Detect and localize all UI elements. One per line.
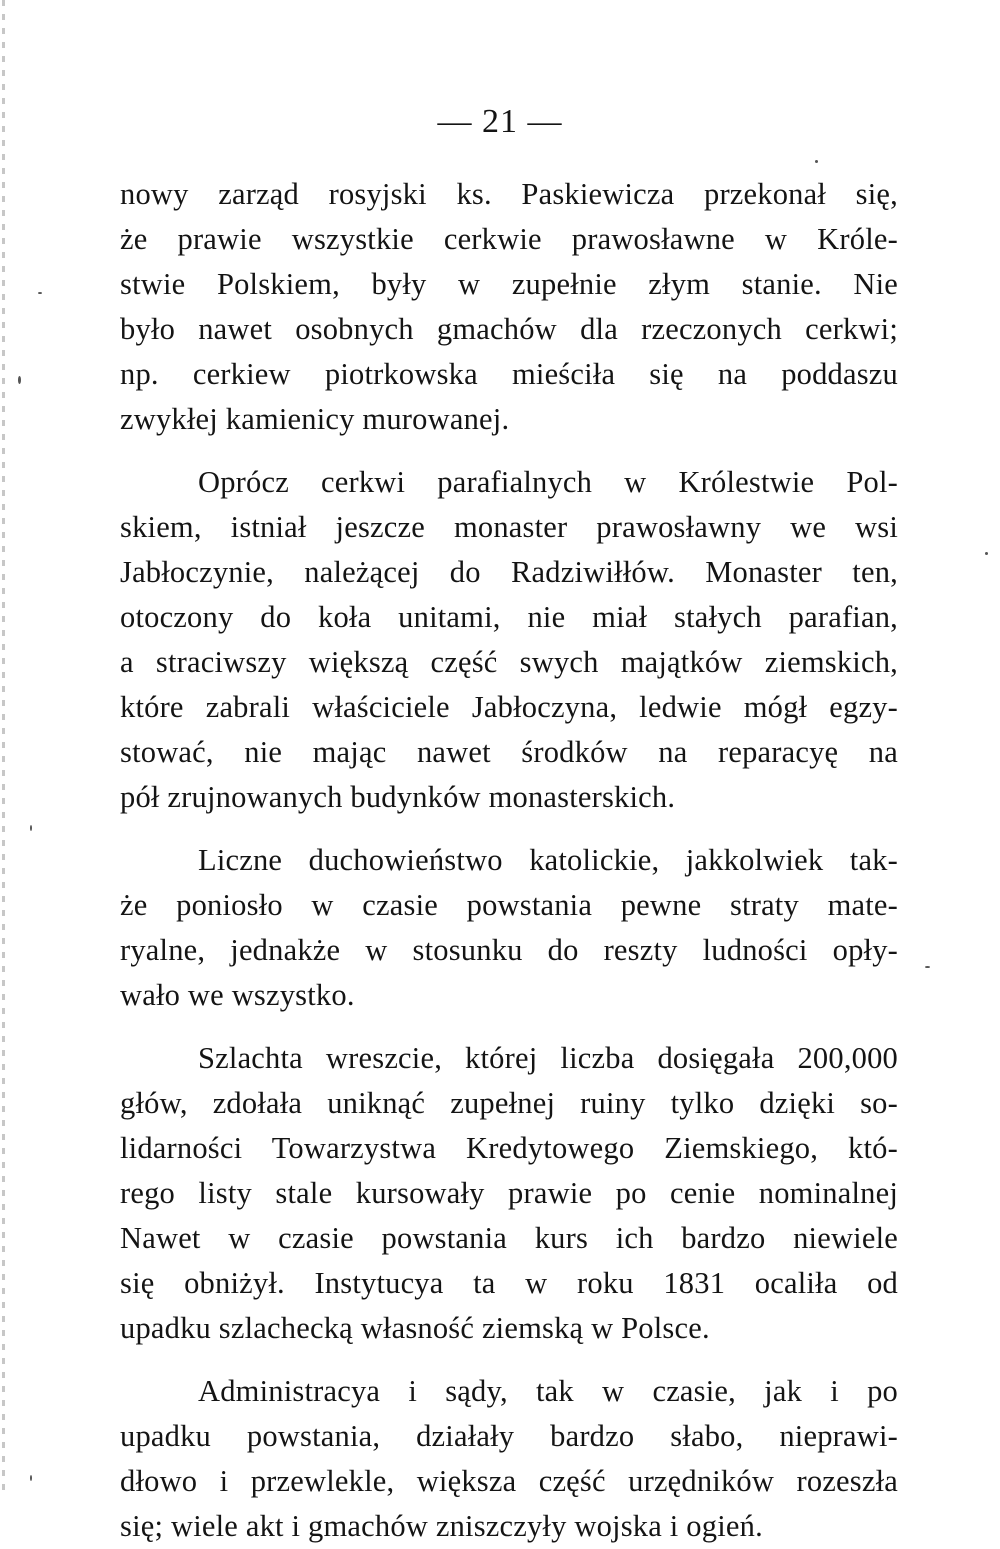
text-line: upadku powstania, działały bardzo słabo, nieprawi- bbox=[120, 1419, 898, 1453]
scan-speck bbox=[38, 292, 42, 294]
text-line: rego listy stale kursowały prawie po cenie nominalnej bbox=[120, 1176, 898, 1210]
paragraph-4 bbox=[120, 1036, 898, 1351]
paragraph-3 bbox=[120, 838, 898, 1018]
scan-speck bbox=[30, 1475, 32, 1481]
text-line: że poniosło w czasie powstania pewne straty mate- bbox=[120, 888, 898, 922]
scan-speck bbox=[815, 160, 818, 163]
scan-speck bbox=[925, 966, 930, 968]
text-line: Oprócz cerkwi parafialnych w Królestwie Pol- bbox=[198, 465, 898, 499]
text-line: głów, zdołała uniknąć zupełnej ruiny tylko dzięki so- bbox=[120, 1086, 898, 1120]
text-line: zwykłej kamienicy murowanej. bbox=[120, 402, 510, 436]
text-line: się obniżył. Instytucya ta w roku 1831 ocaliła od bbox=[120, 1266, 898, 1300]
text-line: że prawie wszystkie cerkwie prawosławne w Króle- bbox=[120, 222, 898, 256]
paragraph-1 bbox=[120, 172, 898, 442]
page-number: — 21 — bbox=[437, 103, 563, 140]
paragraph-5 bbox=[120, 1369, 898, 1549]
text-line: Jabłoczynie, należącej do Radziwiłłów. Monaster ten, bbox=[120, 555, 898, 589]
text-line: skiem, istniał jeszcze monaster prawosławny we wsi bbox=[120, 510, 898, 544]
text-line: lidarności Towarzystwa Kredytowego Ziemskiego, któ- bbox=[120, 1131, 898, 1165]
text-line: stować, nie mając nawet środków na reparacyę na bbox=[120, 735, 898, 769]
text-line: otoczony do koła unitami, nie miał stałych parafian, bbox=[120, 600, 898, 634]
text-line: Nawet w czasie powstania kurs ich bardzo niewiele bbox=[120, 1221, 898, 1255]
text-line: dłowo i przewlekle, większa część urzędników rozeszła bbox=[120, 1464, 898, 1498]
text-line: np. cerkiew piotrkowska mieściła się na poddaszu bbox=[120, 357, 898, 391]
text-line: było nawet osobnych gmachów dla rzeczonych cerkwi; bbox=[120, 312, 898, 346]
body-text bbox=[120, 172, 898, 1549]
text-line: pół zrujnowanych budynków monasterskich. bbox=[120, 780, 676, 814]
paragraph-2 bbox=[120, 460, 898, 820]
text-line: Szlachta wreszcie, której liczba dosięgała 200,000 bbox=[198, 1041, 898, 1075]
text-line: nowy zarząd rosyjski ks. Paskiewicza przekonał się, bbox=[120, 177, 898, 211]
text-line: upadku szlachecką własność ziemską w Polsce. bbox=[120, 1311, 710, 1345]
scan-speck bbox=[18, 376, 21, 384]
text-line: Administracya i sądy, tak w czasie, jak i po bbox=[198, 1374, 898, 1408]
scan-speck bbox=[30, 825, 32, 831]
text-line: a straciwszy większą część swych majątków ziemskich, bbox=[120, 645, 898, 679]
text-line: ryalne, jednakże w stosunku do reszty ludności opły- bbox=[120, 933, 898, 967]
text-line: się; wiele akt i gmachów zniszczyły wojska i ogień. bbox=[120, 1509, 763, 1543]
scan-speck bbox=[985, 552, 988, 555]
text-line: stwie Polskiem, były w zupełnie złym stanie. Nie bbox=[120, 267, 898, 301]
text-line: które zabrali właściciele Jabłoczyna, ledwie mógł egzy- bbox=[120, 690, 898, 724]
text-line: Liczne duchowieństwo katolickie, jakkolwiek tak- bbox=[198, 843, 898, 877]
text-line: wało we wszystko. bbox=[120, 978, 355, 1012]
page-edge-binding bbox=[2, 0, 5, 1496]
